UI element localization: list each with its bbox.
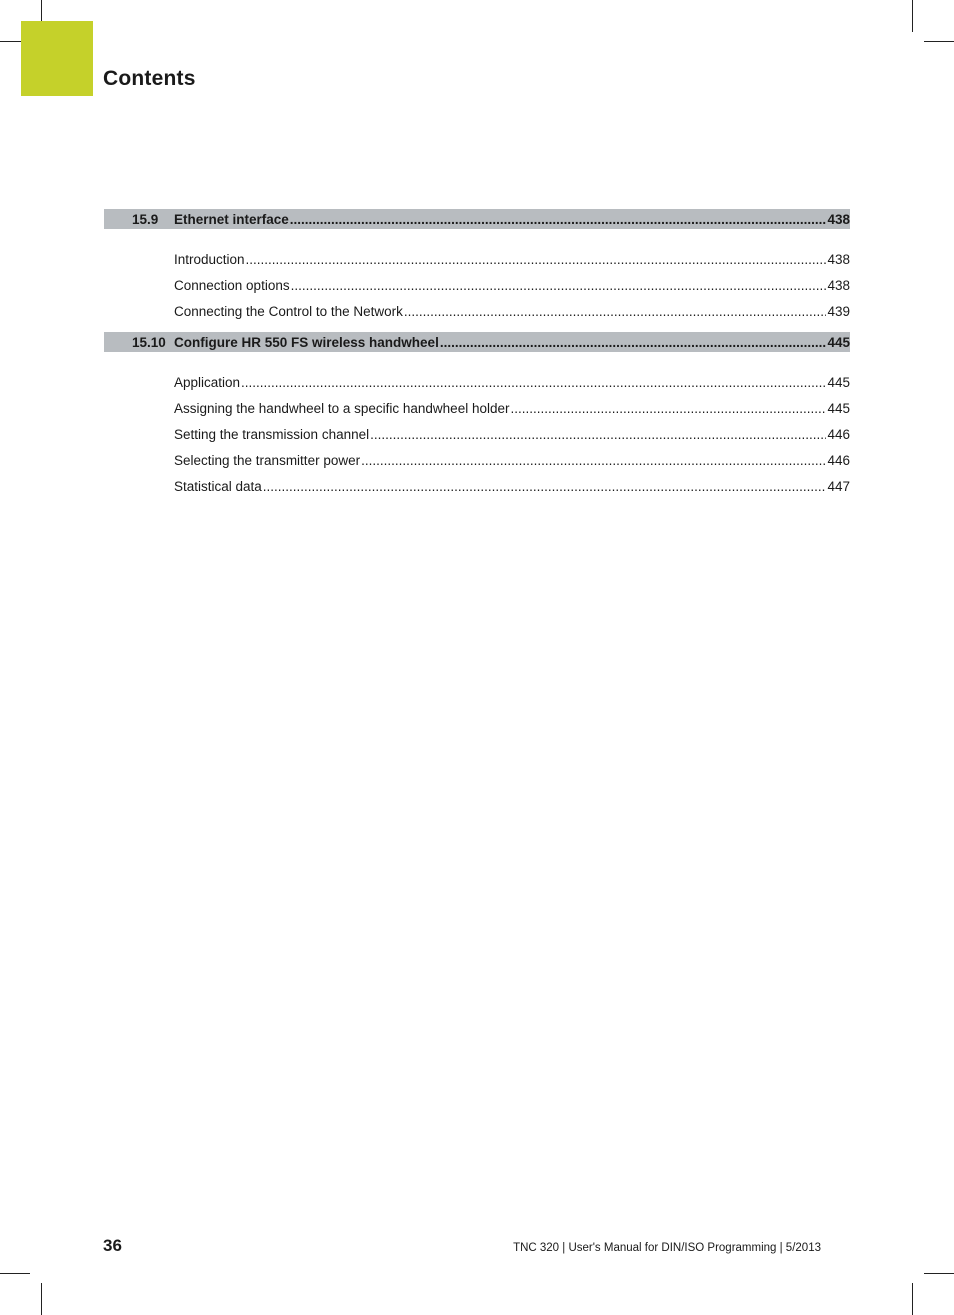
entry-title: Connecting the Control to the Network xyxy=(174,303,403,319)
entry-title: Assigning the handwheel to a specific handwheel holder xyxy=(174,400,510,416)
table-of-contents xyxy=(104,209,850,507)
toc-entry[interactable] xyxy=(174,395,850,421)
dot-leader xyxy=(440,335,827,350)
dot-leader xyxy=(291,278,827,293)
section-page-number: 438 xyxy=(827,211,850,227)
dot-leader xyxy=(370,427,826,442)
entry-page-number: 438 xyxy=(827,277,850,293)
dot-leader xyxy=(263,479,827,494)
entry-page-number: 446 xyxy=(827,452,850,468)
section-number: 15.9 xyxy=(132,211,159,227)
section-title: Ethernet interface xyxy=(174,211,289,227)
dot-leader xyxy=(510,401,826,416)
crop-mark xyxy=(912,1283,913,1315)
toc-entry[interactable] xyxy=(174,272,850,298)
crop-mark xyxy=(924,1273,954,1274)
page-title: Contents xyxy=(103,67,196,90)
toc-entry[interactable] xyxy=(174,369,850,395)
entry-page-number: 445 xyxy=(827,400,850,416)
toc-section-heading[interactable] xyxy=(104,332,850,352)
entry-page-number: 446 xyxy=(827,426,850,442)
crop-mark xyxy=(924,41,954,42)
entry-title: Introduction xyxy=(174,251,245,267)
entry-title: Selecting the transmitter power xyxy=(174,452,361,468)
toc-entry[interactable] xyxy=(174,473,850,499)
entry-page-number: 445 xyxy=(827,374,850,390)
section-title: Configure HR 550 FS wireless handwheel xyxy=(174,334,439,350)
crop-mark xyxy=(41,1283,42,1315)
dot-leader xyxy=(361,453,826,468)
crop-mark xyxy=(0,1273,30,1274)
section-number: 15.10 xyxy=(132,334,166,350)
dot-leader xyxy=(290,212,827,227)
entry-page-number: 439 xyxy=(827,303,850,319)
footer-text: TNC 320 | User's Manual for DIN/ISO Programming | 5/2013 xyxy=(513,1242,821,1254)
toc-entry[interactable] xyxy=(174,447,850,473)
toc-entry[interactable] xyxy=(174,421,850,447)
entry-title: Setting the transmission channel xyxy=(174,426,370,442)
toc-entry-list xyxy=(104,229,850,332)
toc-section-heading[interactable] xyxy=(104,209,850,229)
entry-page-number: 447 xyxy=(827,478,850,494)
entry-title: Statistical data xyxy=(174,478,262,494)
entry-title: Connection options xyxy=(174,277,290,293)
toc-entry-list xyxy=(104,352,850,507)
footer-page-number: 36 xyxy=(103,1236,122,1255)
entry-title: Application xyxy=(174,374,241,390)
section-page-number: 445 xyxy=(827,334,850,350)
toc-entry[interactable] xyxy=(174,298,850,324)
entry-page-number: 438 xyxy=(827,251,850,267)
crop-mark xyxy=(912,0,913,32)
accent-block xyxy=(21,21,93,96)
toc-entry[interactable] xyxy=(174,246,850,272)
dot-leader xyxy=(241,375,826,390)
dot-leader xyxy=(404,304,827,319)
dot-leader xyxy=(246,252,827,267)
